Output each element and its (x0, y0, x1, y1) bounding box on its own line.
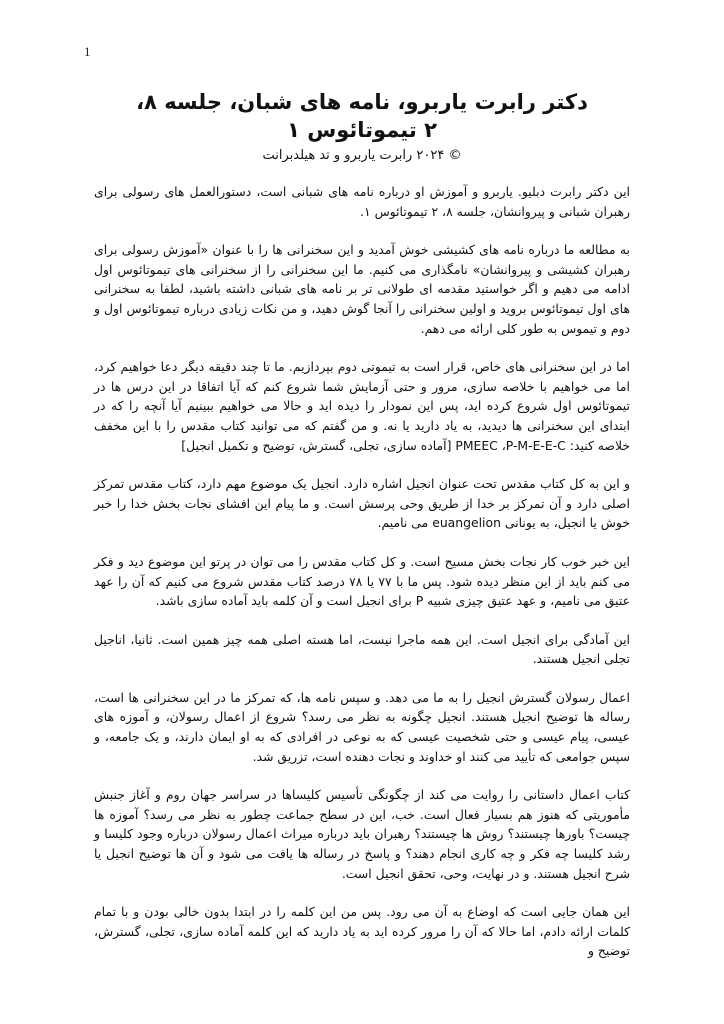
title-line-2: ۲ تیموتائوس ۱ (287, 118, 437, 142)
paragraph-3: اما در این سخنرانی های خاص، قرار است به تیموتی دوم بپردازیم. ما تا چند دقیقه دیگر دعا خواهیم کرد، اما می خواهیم با خلاصه سازی، مرور و حتی آزمایش شما شروع کنم که آیا اتفاقا در این درس ها در تیموتائوس اول شروع کرده اید، پس این نمودار را دیده اید و حالا می خواهیم ببینیم آیا آنچه را که در ابتدای این سخنرانی ها دیدید، به یاد دارید یا نه. و من گفتم که می توانید کتاب مقدس را با این مخفف خلاصه کنید: PMEEC ،P-M-E-E-C [آماده سازی، تجلی، گسترش، توضیح و تکمیل انجیل] (94, 359, 630, 453)
copyright-line: © ۲۰۲۴ رابرت یاربرو و تد هیلدبرانت (262, 148, 462, 163)
paragraph-5: این خبر خوب کار نجات بخش مسیح است. و کل کتاب مقدس را می توان در پرتو این موضوع دید و فکر می کنم باید از این منظر دیده شود. پس ما با ۷۷ یا ۷۸ درصد کتاب مقدس شروع می کنیم که آن را عهد عتیق می نامیم، و عهد عتیق چیزی شبیه P برای انجیل است و آن کلمه باید آماده سازی باشد. (94, 553, 631, 609)
paragraph-4: و این به کل کتاب مقدس تحت عنوان انجیل اشاره دارد. انجیل یک موضوع مهم دارد، کتاب مقدس تمرکز اصلی دارد و آن تمرکز بر خدا از طریق وحی پرسش است. و ما پیام این افشای نجات بخش خدا را خبر خوش یا انجیل، به یونانی euangelion می نامیم. (94, 476, 630, 531)
paragraph-1: این دکتر رابرت دبلیو. یاربرو و آموزش او درباره نامه های شبانی است، دستورالعمل های رسولی برای رهبران شبانی و پیروانشان، جلسه ۸، ۲ تیموتائوس ۱. (94, 184, 630, 219)
page-number: 1 (84, 44, 91, 59)
paragraph-6: این آمادگی برای انجیل است. این همه ماجرا نیست، اما هسته اصلی همه چیز همین است. ثانیا، اناجیل تجلی انجیل هستند. (94, 631, 630, 667)
paragraph-9: این همان جایی است که اوضاع به آن می رود. پس من این کلمه را در ابتدا بدون خالی بودن و با تمام کلمات ارائه دادم، اما حالا که آن را مرور کرده اید به یاد دارید که این کلمه آماده سازی، تجلی، گسترش، توضیح و (94, 904, 630, 959)
paragraph-8: کتاب اعمال داستانی را روایت می کند از چگونگی تأسیس کلیساها در سراسر جهان روم و آغاز جنبش مأموریتی که هنوز هم بسیار فعال است. خب، این در سطح جماعت چطور به نظر می رسد؟ آموزه ها چیست؟ باورها چیستند؟ روش ها چیستند؟ رهبران باید درباره میراث اعمال رسولان درباره وجود کلیسا و رشد کلیسا چه فکر و چه کاری انجام دهند؟ و پاسخ در رساله ها یافت می شود و آن ها توضیح انجیل یا شرح انجیل هستند. و در نهایت، وحی، تحقق انجیل است. (94, 787, 630, 881)
title-line-1: دکتر رابرت یاربرو، نامه های شبان، جلسه ۸، (136, 90, 588, 114)
paragraph-2: به مطالعه ما درباره نامه های کشیشی خوش آمدید و این سخنرانی ها را با عنوان «آموزش رسولی برای رهبران کشیشی و پیروانشان» نامگذاری می کنیم. ما این سخنرانی را از سخنرانی های تیموتائوس اول ادامه می دهیم و اگر خواستید مقدمه ای طولانی تر بر نامه های شبانی داشته باشید، لطفا به سخنرانی های اول تیموتائوس بروید و اولین سخنرانی را آنجا گوش دهید، و من نکات زیادی درباره تیموتائوس اول و دوم و تیموس به طور کلی ارائه می دهم. (94, 242, 630, 336)
document-body (94, 182, 630, 980)
document-header (100, 88, 624, 166)
paragraph-7: اعمال رسولان گسترش انجیل را به ما می دهد. و سپس نامه ها، که تمرکز ما در این سخنرانی ها است، رساله ها توضیح انجیل هستند. انجیل چگونه به نظر می رسد؟ شروع از اعمال رسولان، و آموزه های عیسی، پیام عیسی و حتی شخصیت عیسی که به نوعی در افرادی که به او ایمان دارند، و یک جامعه، و سپس جوامعی که تأیید می کنند او خداوند و نجات دهنده است، تزریق شد. (94, 689, 630, 764)
